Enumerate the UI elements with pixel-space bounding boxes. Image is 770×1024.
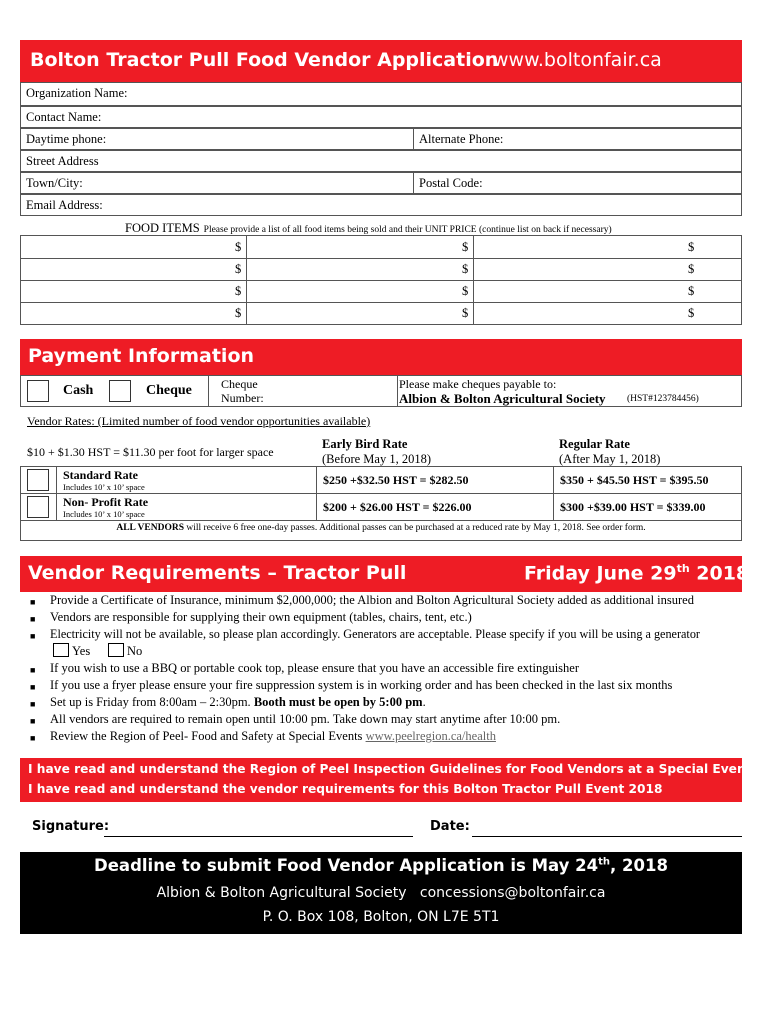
form-title: Bolton Tractor Pull Food Vendor Application [30,49,499,71]
regular-rate-title: Regular Rate [559,437,630,451]
hst-number: (HST#123784456) [627,394,699,404]
bullet-icon: ■ [30,716,36,726]
food-items-instruction: Please provide a list of all food items being sold and their UNIT PRICE (continue list on back if necessary) [203,225,612,235]
setup-text: Set up is Friday from 8:00am – 2:30pm. [50,695,254,709]
event-date-year: 2018 [689,562,750,585]
deadline-text [20,856,742,875]
nonprofit-rate-checkbox[interactable] [27,496,49,518]
cheque-label: Cheque [146,383,192,398]
daytime-phone-field[interactable] [20,128,414,150]
food-items-table [20,235,742,325]
price-dollar: $ [688,240,695,254]
payment-options [20,375,742,407]
rates-table [20,433,742,541]
requirement-item: All vendors are required to remain open until 10:00 pm. Take down may start anytime after 10:00 pm. [50,712,561,726]
bullet-icon: ■ [30,699,36,709]
cheque-checkbox[interactable] [109,380,131,402]
signature-label: Signature: [32,819,110,834]
requirement-item: If you wish to use a BBQ or portable cook top, please ensure that you have an accessible fire extinguisher [50,661,580,675]
price-dollar: $ [462,306,469,320]
street-address-field[interactable] [20,150,742,172]
bullet-icon: ■ [30,614,36,624]
all-vendors-bold: ALL VENDORS [116,523,185,533]
event-date-suffix: th [676,562,690,575]
nonprofit-rate-label: Non- Profit Rate [63,495,149,509]
early-bird-date: (Before May 1, 2018) [322,452,431,466]
contact-name-field[interactable] [20,106,742,128]
price-dollar: $ [688,262,695,276]
generator-no-checkbox[interactable] [108,643,124,657]
postal-code-label: Postal Code: [419,176,483,190]
postal-code-field[interactable] [413,172,742,194]
payable-to-label: Please make cheques payable to: [399,377,557,391]
cheque-number-label-line1: Cheque [221,377,258,391]
payee-name: Albion & Bolton Agricultural Society [399,391,606,406]
larger-space-rate: $10 + $1.30 HST = $11.30 per foot for larger space [27,445,274,459]
price-dollar: $ [462,284,469,298]
cash-label: Cash [63,383,94,398]
event-date [524,562,749,584]
event-date-main: Friday June 29 [524,562,677,585]
standard-rate-space: Includes 10’ x 10’ space [63,482,145,492]
alternate-phone-field[interactable] [413,128,742,150]
street-address-label: Street Address [26,154,99,168]
price-dollar: $ [235,240,242,254]
mailing-address: P. O. Box 108, Bolton, ON L7E 5T1 [262,909,500,925]
vendor-rates-intro: Vendor Rates: (Limited number of food vendor opportunities available) [27,414,371,428]
acknowledgement-bar [20,758,757,802]
email-field[interactable] [20,194,742,216]
nonprofit-regular-price: $300 +$39.00 HST = $339.00 [560,500,706,514]
alternate-phone-label: Alternate Phone: [419,132,504,146]
requirement-item: Electricity will not be available, so please plan accordingly. Generators are acceptable. Please specify if you will be using a generator [50,627,700,641]
nonprofit-early-price: $200 + $26.00 HST = $226.00 [323,500,472,514]
org-contact: Albion & Bolton Agricultural Society concessions@boltonfair.ca [156,885,606,901]
setup-requirement [50,695,426,710]
contact-name-label: Contact Name: [26,110,102,124]
bullet-icon: ■ [30,631,36,641]
standard-early-price: $250 +$32.50 HST = $282.50 [323,473,469,487]
price-dollar: $ [462,262,469,276]
deadline-sup: th [598,856,610,868]
all-vendors-note [20,520,742,541]
generator-no-label: No [127,644,143,658]
signature-field[interactable] [104,821,413,837]
header-bar [20,40,742,82]
deadline-footer [20,852,742,934]
nonprofit-rate-space: Includes 10’ x 10’ space [63,509,145,519]
generator-yes-label: Yes [72,644,91,658]
review-requirement [50,729,496,744]
date-label: Date: [430,819,470,834]
price-dollar: $ [688,306,695,320]
acknowledge-line-1: I have read and understand the Region of Peel Inspection Guidelines for Food Vendors at a Special Event. [28,762,757,776]
bullet-icon: ■ [30,597,36,607]
deadline-year: , 2018 [610,856,668,875]
generator-yes-checkbox[interactable] [53,643,69,657]
organization-label: Organization Name: [26,86,128,100]
price-dollar: $ [235,262,242,276]
acknowledge-line-2: I have read and understand the vendor requirements for this Bolton Tractor Pull Event 2018 [28,782,663,796]
early-bird-title: Early Bird Rate [322,437,408,451]
setup-bold: Booth must be open by 5:00 pm [253,695,423,709]
town-city-field[interactable] [20,172,414,194]
review-text: Review the Region of Peel- Food and Safety at Special Events [50,729,366,743]
cash-checkbox[interactable] [27,380,49,402]
bullet-icon: ■ [30,665,36,675]
cheque-number-label-line2: Number: [221,391,264,405]
bullet-icon: ■ [30,733,36,743]
setup-end: . [422,695,426,709]
standard-rate-label: Standard Rate [63,468,139,482]
requirement-item: If you use a fryer please ensure your fire suppression system is in working order and has been checked in the last six months [50,678,673,692]
standard-rate-checkbox[interactable] [27,469,49,491]
all-vendors-text: will receive 6 free one-day passes. Additional passes can be purchased at a reduced rate by May 1, 2018. See order form. [184,523,646,533]
website-label: www.boltonfair.ca [493,49,662,71]
cheque-number-field[interactable] [208,376,398,406]
payment-heading: Payment Information [28,345,255,367]
peel-region-link[interactable]: www.peelregion.ca/health [365,729,496,743]
town-city-label: Town/City: [26,176,83,190]
food-items-title: FOOD ITEMS [125,221,200,235]
deadline-main: Deadline to submit Food Vendor Application is May 24 [94,856,599,875]
bullet-icon: ■ [30,682,36,692]
price-dollar: $ [235,284,242,298]
requirements-header-bar [20,556,750,592]
organization-field[interactable] [20,82,742,106]
payment-header-bar [20,339,742,375]
email-label: Email Address: [26,198,103,212]
regular-rate-date: (After May 1, 2018) [559,452,661,466]
requirements-heading: Vendor Requirements – Tractor Pull [28,562,407,584]
price-dollar: $ [688,284,695,298]
requirement-item: Vendors are responsible for supplying their own equipment (tables, chairs, tent, etc.) [50,610,472,624]
date-field[interactable] [472,821,742,837]
nonprofit-rate-row [20,493,742,521]
daytime-phone-label: Daytime phone: [26,132,107,146]
price-dollar: $ [462,240,469,254]
price-dollar: $ [235,306,242,320]
standard-regular-price: $350 + $45.50 HST = $395.50 [560,473,709,487]
requirement-item: Provide a Certificate of Insurance, minimum $2,000,000; the Albion and Bolton Agricultural Society added as additional insured [50,593,694,607]
standard-rate-row [20,466,742,494]
